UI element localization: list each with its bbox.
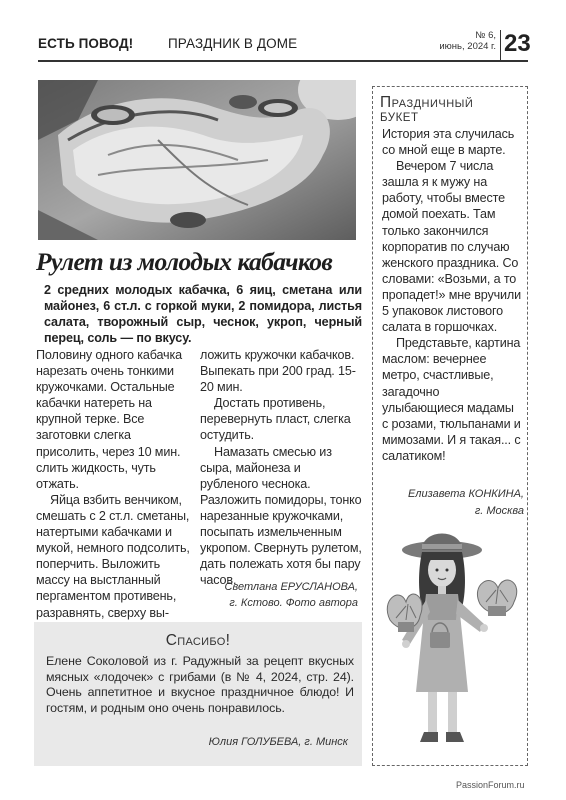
story-author — [378, 486, 524, 520]
story-paragraph-2: Вечером 7 числа зашла я к мужу на работу, чтобы вместе домой поехать. Там только закончился корпоратив по случаю женского праздника. Со словами: «Возьми, а то пропадет!» мне вручили 5 упаковок листового салата в горшочках. — [382, 159, 522, 335]
thanks-text: Елене Соколовой из г. Радужный за рецепт вкусных мясных «лодочек» с грибами (в № 4, 2024, стр. 24). Очень аппетитное и вкусное праздничное блюдо! И гостям, и родным оно очень понравилось. — [46, 654, 354, 716]
recipe-ingredients: 2 средних молодых кабачка, 6 яиц, сметана или майонез, 6 ст.л. с горкой муки, 2 помидора, листья салата, творожный сыр, чеснок, укроп, черный перец, соль — по вкусу. — [44, 283, 362, 345]
zucchini-roll-image — [38, 80, 356, 240]
recipe-author-name: Светлана ЕРУСЛАНОВА, — [224, 581, 358, 593]
recipe-step-4: Намазать смесью из сыра, майонеза и рубленого чеснока. Разложить помидоры, тонко нарезанные кружочками, посыпать измельченным укропом. Свернуть рулетом, дать полежать хотя бы пару часов. — [200, 444, 362, 588]
recipe-column-2 — [200, 347, 362, 588]
story-text — [382, 126, 522, 464]
story-subheading: БУКЕТ — [380, 112, 419, 124]
story-author-name: Елизавета КОНКИНА, — [407, 488, 524, 500]
header-rule — [38, 60, 528, 62]
recipe-photo — [38, 80, 356, 240]
thanks-author: Юлия ГОЛУБЕВА, г. Минск — [208, 736, 348, 748]
issue-date: июнь, 2024 г. — [439, 41, 496, 52]
recipe-title: Рулет из молодых кабачков — [36, 247, 333, 276]
recipe-step-1: Половину одного кабачка нарезать очень тонкими кружочками. Остальные кабачки натереть на крупной терке. Все заготовки слегка присолить, через 10 мин. слить жидкость, чуть отжать. — [36, 348, 182, 491]
recipe-author — [200, 580, 358, 611]
story-heading: Праздничный — [380, 94, 474, 111]
story-author-place: г. Москва — [474, 505, 524, 517]
recipe-step-2-start: Яйца взбить венчиком, смешать с 2 ст.л. сметаны, натертыми кабачками и мукой, немного подсолить, поперчить. Выложить массу на выстланный пергаментом противень, разравнять, сверху вы- — [36, 492, 190, 620]
recipe-column-1 — [36, 347, 196, 621]
section-title: ПРАЗДНИК В ДОМЕ — [168, 36, 298, 51]
header-divider — [500, 30, 501, 60]
story-paragraph-1: История эта случилась со мной еще в марте. — [382, 127, 515, 158]
page-number: 23 — [504, 30, 531, 57]
issue-info — [434, 30, 496, 52]
source-credit: PassionForum.ru — [456, 780, 525, 790]
recipe-author-place: г. Кстово. Фото автора — [229, 596, 358, 609]
girl-with-salad-icon — [376, 520, 526, 764]
girl-illustration — [376, 520, 526, 764]
recipe-step-2-end: ложить кружочки кабачков. Выпекать при 200 град. 15-20 мин. — [200, 348, 356, 395]
recipe-step-3: Достать противень, перевернуть пласт, слегка остудить. — [200, 396, 351, 443]
story-paragraph-3: Представьте, картина маслом: вечернее метро, счастливые, загадочно улыбающиеся мадамы с розами, тюльпанами и мимозами. И я такая... с салатиком! — [382, 336, 521, 463]
thanks-title: Спасибо! — [165, 632, 231, 649]
issue-number: № 6, — [475, 30, 496, 41]
rubric-title: ЕСТЬ ПОВОД! — [38, 36, 134, 51]
